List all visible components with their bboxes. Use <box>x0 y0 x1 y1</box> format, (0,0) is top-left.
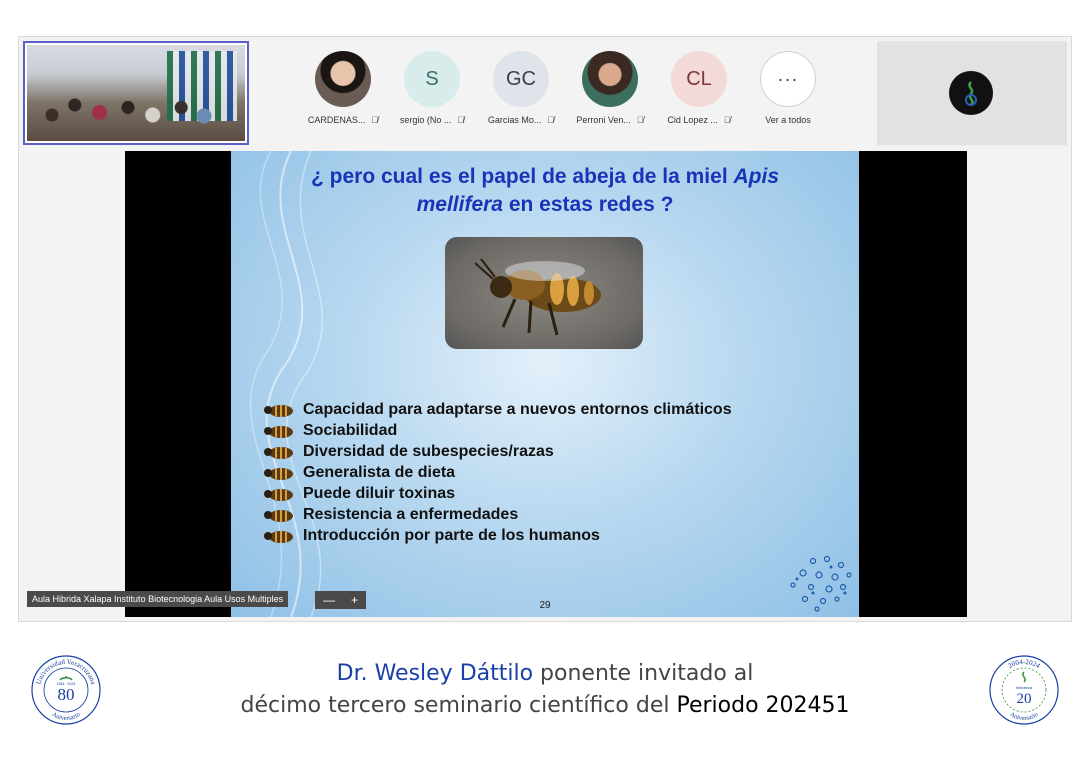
seal-number: 80 <box>57 685 75 704</box>
participant-tile[interactable] <box>479 51 563 125</box>
mic-muted-icon: 🎙̸ <box>723 115 731 125</box>
list-item: Introducción por parte de los humanos <box>261 525 732 546</box>
avatar: S <box>404 51 460 107</box>
inbioteca-20-anniversary-seal <box>988 654 1060 726</box>
participant-tile[interactable] <box>568 51 652 125</box>
avatar <box>582 51 638 107</box>
list-item: Generalista de dieta <box>261 462 732 483</box>
seal-top-text: Universidad Veracruzana <box>34 657 98 686</box>
slide-page-number: 29 <box>539 600 551 611</box>
participant-tile[interactable] <box>657 51 741 125</box>
participant-name: Cid Lopez ... <box>667 115 718 125</box>
list-item: Capacidad para adaptarse a nuevos entornos climáticos <box>261 399 732 420</box>
bee-icon <box>261 443 295 461</box>
avatar: CL <box>671 51 727 107</box>
participant-tile[interactable] <box>301 51 385 125</box>
bee-icon <box>261 485 295 503</box>
bee-icon <box>261 527 295 545</box>
see-all-button[interactable] <box>746 51 830 125</box>
see-all-label: Ver a todos <box>765 115 811 125</box>
shared-screen <box>125 151 967 617</box>
event-caption: Dr. Wesley Dáttilo ponente invitado al décimo tercero seminario científico del Periodo 202451 <box>240 661 850 718</box>
avatar <box>315 51 371 107</box>
bullet-list <box>261 399 732 546</box>
zoom-out-button[interactable]: — <box>323 593 335 607</box>
honeybee-photo <box>445 237 643 349</box>
speaker-name: Dr. Wesley Dáttilo <box>336 661 534 686</box>
mic-muted-icon: 🎙̸ <box>457 115 465 125</box>
list-item: Diversidad de subespecies/razas <box>261 441 732 462</box>
classroom-video <box>27 45 245 141</box>
room-video-tile[interactable] <box>23 41 249 145</box>
mic-muted-icon: 🎙̸ <box>547 115 555 125</box>
list-item: Puede diluir toxinas <box>261 483 732 504</box>
zoom-controls <box>315 591 366 609</box>
meeting-window <box>18 36 1072 622</box>
participant-name: CARDENAS... <box>307 115 366 125</box>
bee-icon <box>261 422 295 440</box>
swirl-decoration <box>231 151 391 617</box>
org-logo-tile[interactable] <box>877 41 1067 145</box>
seal-years: 1944 · 2024 <box>56 682 76 686</box>
participant-name: Garcias Mo... <box>487 115 542 125</box>
seal-org: Inbioteca <box>1015 685 1033 690</box>
slide-title: ¿ pero cual es el papel de abeja de la miel Apis mellifera en estas redes ? <box>310 165 780 216</box>
participant-name: sergio (No ... <box>399 115 452 125</box>
inbioteca-logo-icon <box>949 71 993 115</box>
participant-tile[interactable] <box>390 51 474 125</box>
room-name-label: Aula Hibrida Xalapa Instituto Biotecnologia Aula Usos Multiples <box>27 591 288 607</box>
participant-strip <box>301 51 821 131</box>
audience <box>33 85 223 135</box>
bee-icon <box>261 506 295 524</box>
presentation-slide <box>231 151 859 617</box>
seal-top-text: 2004-2024 <box>1006 657 1042 671</box>
list-item: Resistencia a enfermedades <box>261 504 732 525</box>
list-item: Sociabilidad <box>261 420 732 441</box>
bee-icon <box>261 464 295 482</box>
mic-muted-icon: 🎙̸ <box>636 115 644 125</box>
zoom-in-button[interactable]: + <box>351 593 359 607</box>
period-label: Periodo 202451 <box>676 693 850 718</box>
avatar: GC <box>493 51 549 107</box>
bee-icon <box>261 401 295 419</box>
seal-bottom-text: Aniversario <box>50 711 82 723</box>
mic-muted-icon: 🎙̸ <box>371 115 379 125</box>
participant-name: Perroni Ven... <box>576 115 631 125</box>
more-icon: ··· <box>760 51 816 107</box>
seal-number: 20 <box>1016 691 1032 707</box>
seal-bottom-text: Aniversario <box>1008 711 1040 723</box>
